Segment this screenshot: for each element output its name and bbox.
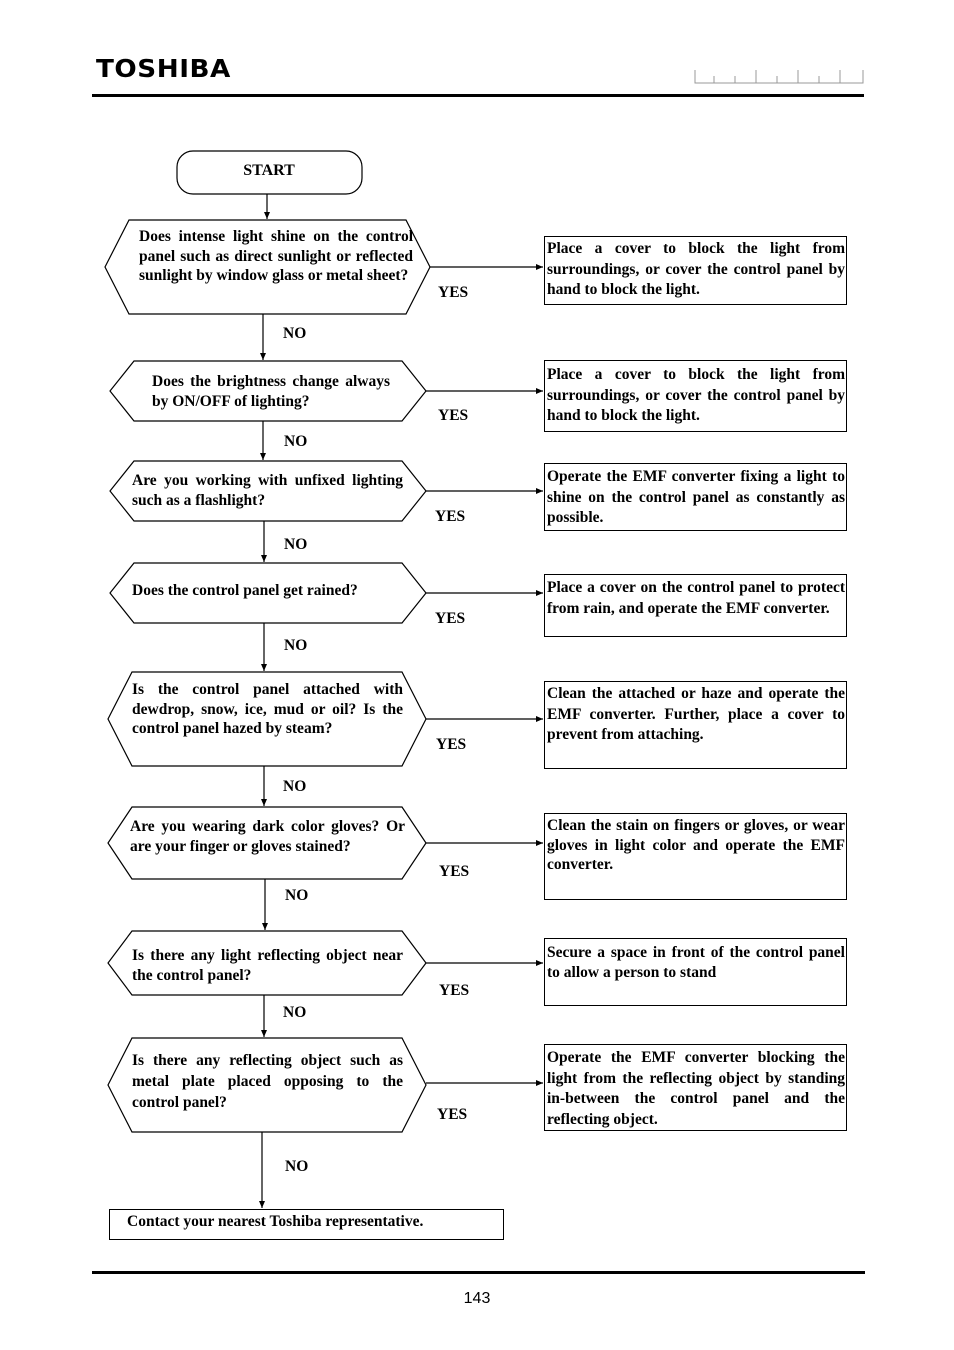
- question-8: Is there any reflecting object such as metal plate placed opposing to the control panel?: [132, 1052, 403, 1111]
- action-6: Clean the stain on fingers or gloves, or wear gloves in light color and operate the EMF converter.: [547, 817, 845, 873]
- yes-label-8: YES: [437, 1106, 468, 1123]
- question-2: Does the brightness change always by ON/OFF of lighting?: [152, 373, 390, 410]
- action-8: Operate the EMF converter blocking the light from the reflecting object by standing in-between the control panel and the reflecting object.: [547, 1049, 845, 1128]
- action-1: Place a cover to block the light from surroundings, or cover the control panel by hand to block the light.: [547, 240, 845, 298]
- yes-label-3: YES: [435, 508, 466, 525]
- action-3: Operate the EMF converter fixing a light to shine on the control panel as constantly as possible.: [547, 468, 845, 526]
- no-label-2: NO: [284, 433, 308, 450]
- end-label: Contact your nearest Toshiba representative.: [127, 1213, 424, 1230]
- start-label: START: [243, 162, 295, 179]
- yes-label-2: YES: [438, 407, 469, 424]
- no-label-3: NO: [284, 536, 308, 553]
- question-4: Does the control panel get rained?: [132, 582, 358, 599]
- yes-label-7: YES: [439, 982, 470, 999]
- yes-label-5: YES: [436, 736, 467, 753]
- action-2: Place a cover to block the light from surroundings, or cover the control panel by hand to block the light.: [547, 366, 845, 424]
- page-number: 143: [463, 1290, 491, 1307]
- yes-label-6: YES: [439, 863, 470, 880]
- question-3: Are you working with unfixed lighting such as a flashlight?: [132, 472, 403, 509]
- no-label-1: NO: [283, 325, 307, 342]
- action-7: Secure a space in front of the control panel to allow a person to stand: [547, 944, 845, 981]
- no-label-8: NO: [285, 1158, 309, 1175]
- footer-rule: [92, 1271, 865, 1274]
- no-label-5: NO: [283, 778, 307, 795]
- question-5: Is the control panel attached with dewdrop, snow, ice, mud or oil? Is the control panel hazed by steam?: [132, 681, 403, 737]
- yes-label-1: YES: [438, 284, 469, 301]
- toshiba-logo: TOSHIBA: [96, 54, 231, 83]
- action-5: Clean the attached or haze and operate the EMF converter. Further, place a cover to prevent from attaching.: [547, 685, 845, 743]
- question-7: Is there any light reflecting object near the control panel?: [132, 947, 403, 984]
- action-4: Place a cover on the control panel to protect from rain, and operate the EMF converter.: [547, 579, 845, 617]
- no-label-4: NO: [284, 637, 308, 654]
- yes-label-4: YES: [435, 610, 466, 627]
- no-label-7: NO: [283, 1004, 307, 1021]
- question-1: Does intense light shine on the control panel such as direct sunlight or reflected sunlight by window glass or metal sheet?: [139, 228, 413, 284]
- no-label-6: NO: [285, 887, 309, 904]
- question-6: Are you wearing dark color gloves? Or are your finger or gloves stained?: [130, 818, 405, 855]
